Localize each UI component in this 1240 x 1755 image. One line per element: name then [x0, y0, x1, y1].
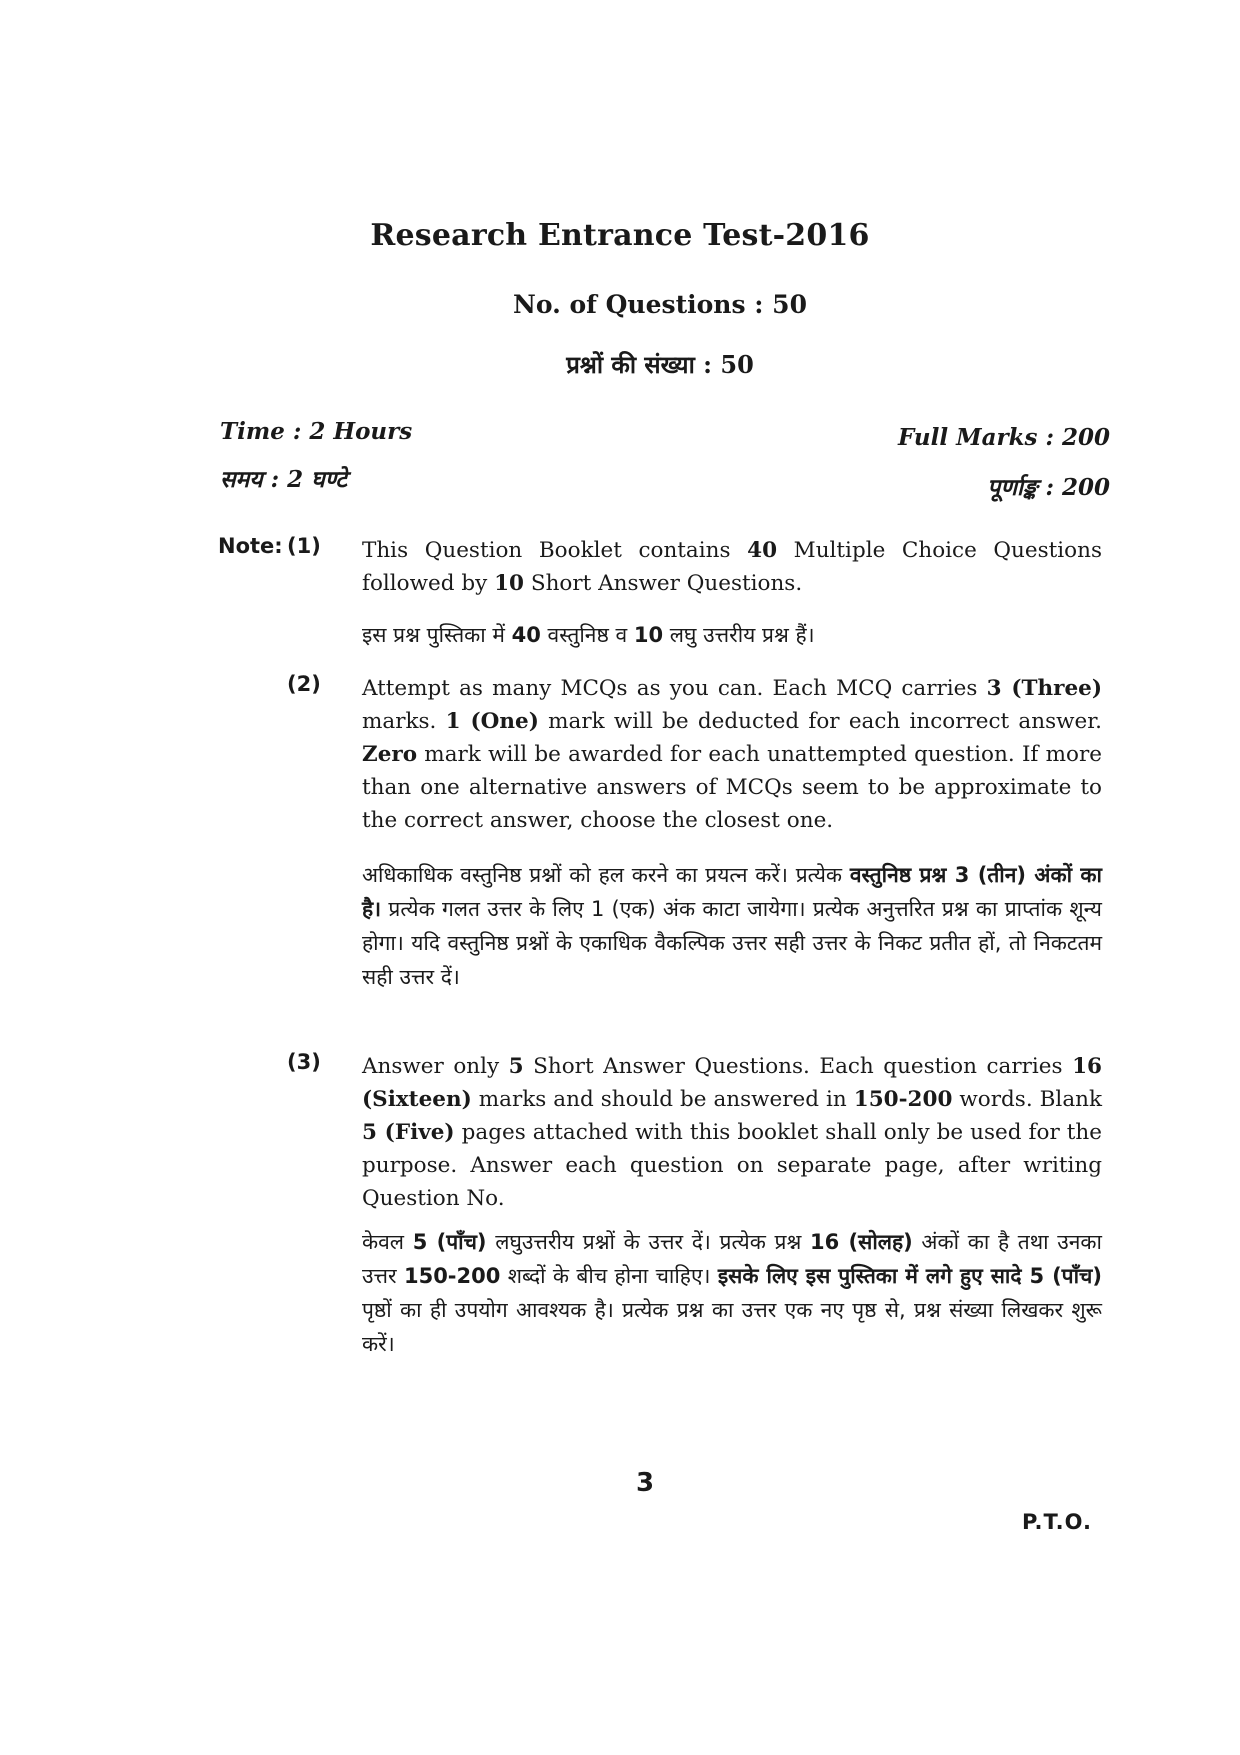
please-turn-over: P.T.O.: [1022, 1510, 1092, 1534]
questions-count-en: No. of Questions : 50: [513, 290, 807, 319]
note-label: Note:: [218, 534, 283, 558]
note-number-1: (1): [287, 534, 321, 558]
note-2-english: Attempt as many MCQs as you can. Each MCQ carries 3 (Three) marks. 1 (One) mark will be deducted for each incorrect answer. Zero mark will be awarded for each unattempted question. If more than one alternative answers of MCQs seem to be approximate to the correct answer, choose the closest one.: [362, 676, 1103, 833]
note-number-3: (3): [287, 1050, 321, 1074]
full-marks-en: Full Marks : 200: [897, 424, 1110, 451]
time-en: Time : 2 Hours: [220, 418, 413, 445]
page-number: 3: [635, 1468, 655, 1498]
full-marks-hi: पूर्णाङ्क : 200: [987, 474, 1110, 501]
time-hi: समय : 2 घण्टे: [220, 466, 348, 493]
questions-count-hi: प्रश्नों की संख्या : 50: [566, 350, 754, 379]
note-1-english: This Question Booklet contains 40 Multiple Choice Questions followed by 10 Short Answer Questions.: [362, 538, 1102, 596]
note-1-hindi: इस प्रश्न पुस्तिका में 40 वस्तुनिष्ठ व 10 लघु उत्तरीय प्रश्न हैं।: [362, 623, 815, 647]
note-number-2: (2): [287, 672, 321, 696]
note-3-hindi: केवल 5 (पाँच) लघुउत्तरीय प्रश्नों के उत्तर दें। प्रत्येक प्रश्न 16 (सोलह) अंकों का है तथा उनका उत्तर 150-200 शब्दों के बीच होना चाहिए। इसके लिए इस पुस्तिका में लगे हुए सादे 5 (पाँच) पृष्ठों का ही उपयोग आवश्यक है। प्रत्येक प्रश्न का उत्तर एक नए पृष्ठ से, प्रश्न संख्या लिखकर शुरू करें।: [362, 1230, 1102, 1356]
page-title: Research Entrance Test-2016: [370, 218, 870, 253]
note-2-hindi: अधिकाधिक वस्तुनिष्ठ प्रश्नों को हल करने का प्रयत्न करें। प्रत्येक वस्तुनिष्ठ प्रश्न 3 (तीन) अंकों का है। प्रत्येक गलत उत्तर के लिए 1 (एक) अंक काटा जायेगा। प्रत्येक अनुत्तरित प्रश्न का प्राप्तांक शून्य होगा। यदि वस्तुनिष्ठ प्रश्नों के एकाधिक वैकल्पिक उत्तर सही उत्तर के निकट प्रतीत हों, तो निकटतम सही उत्तर दें।: [362, 863, 1102, 989]
note-3-english: Answer only 5 Short Answer Questions. Each question carries 16 (Sixteen) marks and should be answered in 150-200 words. Blank 5 (Five) pages attached with this booklet shall only be used for the purpose. Answer each question on separate page, after writing Question No.: [362, 1054, 1103, 1211]
